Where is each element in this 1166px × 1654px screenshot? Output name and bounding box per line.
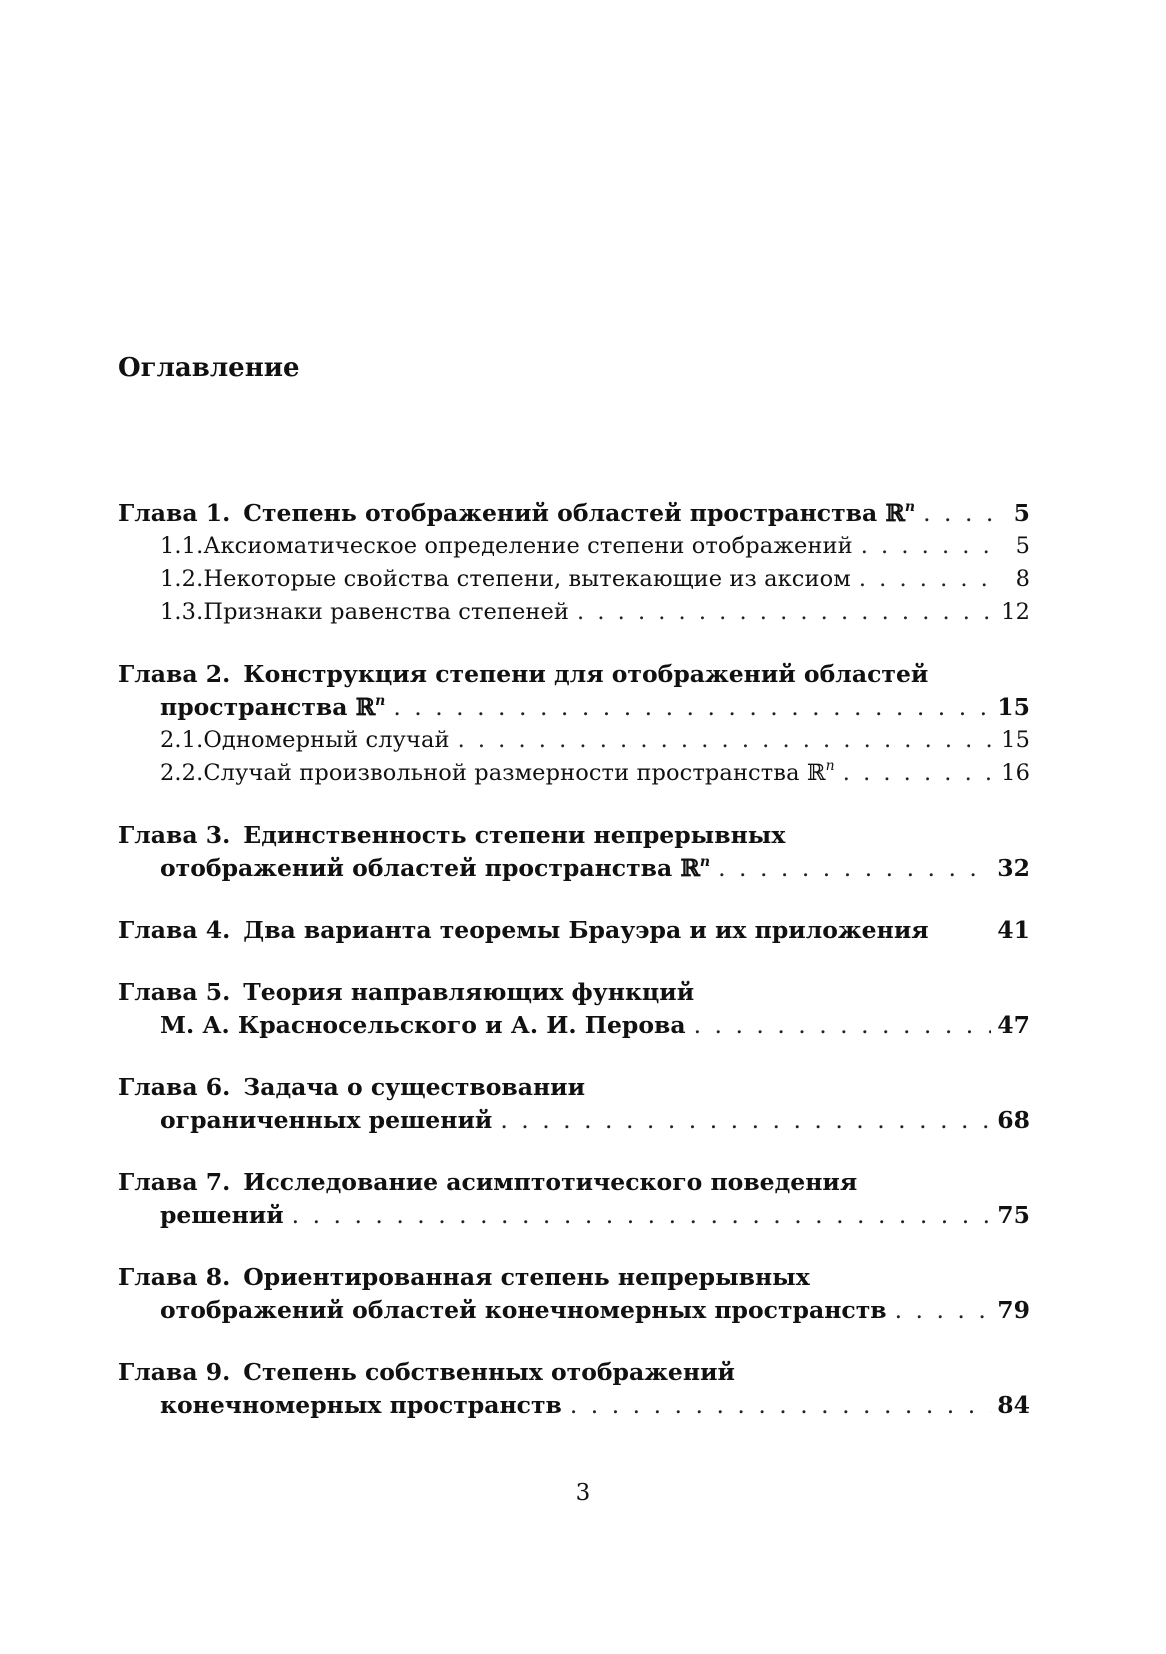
page-number: 84 — [997, 1391, 1030, 1419]
dot-leader — [570, 1389, 991, 1422]
dot-leader — [577, 596, 995, 629]
superscript: n — [904, 499, 916, 515]
chapter-label: Глава 1. — [118, 499, 231, 527]
chapter-title-cont: отображений областей пространства ℝ$^n$ — [160, 854, 711, 882]
toc-section[interactable] — [118, 563, 1030, 596]
chapter-label: Глава 6. — [118, 1073, 231, 1101]
chapter-label: Глава 9. — [118, 1358, 231, 1386]
chapter-title-cont: конечномерных пространств — [160, 1391, 562, 1419]
section-number: 1.3. — [160, 599, 204, 625]
dot-leader — [843, 757, 995, 790]
page-number: 68 — [997, 1106, 1030, 1134]
toc-line[interactable] — [118, 819, 1030, 852]
toc-line[interactable] — [118, 852, 1030, 885]
page-number: 5 — [1015, 533, 1030, 559]
toc-chapter-9 — [118, 1356, 1030, 1422]
page-title: Оглавление — [118, 353, 300, 383]
section-number: 2.2. — [160, 760, 204, 786]
toc-chapter-2 — [118, 658, 1030, 790]
page-number: 15 — [1001, 727, 1030, 753]
chapter-title: Исследование асимптотического поведения — [243, 1168, 858, 1196]
toc-section[interactable] — [118, 757, 1030, 790]
toc-line[interactable] — [118, 691, 1030, 724]
toc-line[interactable] — [118, 1389, 1030, 1422]
chapter-label: Глава 5. — [118, 978, 231, 1006]
toc-section[interactable] — [118, 724, 1030, 757]
section-number: 2.1. — [160, 727, 204, 753]
section-number: 1.1. — [160, 533, 204, 559]
dot-leader — [923, 497, 996, 530]
chapter-label: Глава 3. — [118, 821, 231, 849]
toc-line[interactable] — [118, 1294, 1030, 1327]
toc-chapter-7 — [118, 1166, 1030, 1232]
chapter-title-cont: М. А. Красносельского и А. И. Перова — [160, 1011, 686, 1039]
chapter-title: Единственность степени непрерывных — [243, 821, 786, 849]
chapter-label: Глава 7. — [118, 1168, 231, 1196]
section-title: Одномерный случай — [203, 727, 450, 753]
toc-line[interactable] — [118, 1261, 1030, 1294]
dot-leader — [500, 1104, 991, 1137]
toc-chapter-3 — [118, 819, 1030, 885]
chapter-title: Теория направляющих функций — [243, 978, 695, 1006]
chapter-title: Степень собственных отображений — [243, 1358, 735, 1386]
chapter-title-cont: ограниченных решений — [160, 1106, 493, 1134]
page-number: 8 — [1015, 566, 1030, 592]
chapter-title-cont: пространства ℝ$^n$ — [160, 693, 386, 721]
chapter-title: Степень отображений областей пространства ℝ$^n$ — [243, 499, 916, 527]
chapter-title: Ориентированная степень непрерывных — [243, 1263, 810, 1291]
dot-leader — [292, 1199, 992, 1232]
dot-leader — [393, 691, 991, 724]
page-number: 15 — [997, 693, 1030, 721]
section-number: 1.2. — [160, 566, 204, 592]
toc-chapter-4 — [118, 914, 1030, 947]
section-title: Признаки равенства степеней — [203, 599, 570, 625]
section-title: Некоторые свойства степени, вытекающие из аксиом — [203, 566, 851, 592]
dot-leader — [718, 852, 991, 885]
toc-line[interactable] — [118, 1009, 1030, 1042]
dot-leader — [861, 530, 996, 563]
dot-leader — [895, 1294, 992, 1327]
superscript: n — [699, 854, 711, 870]
toc-line[interactable] — [118, 497, 1030, 530]
toc-chapter-1 — [118, 497, 1030, 629]
toc-chapter-6 — [118, 1071, 1030, 1137]
page-number: 5 — [1013, 499, 1030, 527]
superscript: n — [825, 758, 835, 774]
toc-line[interactable] — [118, 658, 1030, 691]
page-number: 47 — [997, 1011, 1030, 1039]
chapter-title-cont: решений — [160, 1201, 284, 1229]
page-number: 12 — [1001, 599, 1030, 625]
toc-line[interactable] — [118, 1199, 1030, 1232]
page-number: 32 — [997, 854, 1030, 882]
table-of-contents — [118, 497, 1030, 1451]
toc-chapter-8 — [118, 1261, 1030, 1327]
dot-leader — [458, 724, 996, 757]
chapter-title: Конструкция степени для отображений областей — [243, 660, 929, 688]
dot-leader — [859, 563, 996, 596]
toc-section[interactable] — [118, 530, 1030, 563]
page-footer-number: 3 — [575, 1480, 591, 1506]
chapter-title-cont: отображений областей конечномерных пространств — [160, 1296, 887, 1324]
toc-line[interactable] — [118, 976, 1030, 1009]
chapter-title: Задача о существовании — [243, 1073, 586, 1101]
page-number: 79 — [997, 1296, 1030, 1324]
chapter-title: Два варианта теоремы Брауэра и их приложения — [243, 916, 929, 944]
chapter-label: Глава 4. — [118, 916, 231, 944]
page-number: 41 — [997, 916, 1030, 944]
page-number: 75 — [997, 1201, 1030, 1229]
chapter-label: Глава 8. — [118, 1263, 231, 1291]
superscript: n — [375, 693, 386, 709]
toc-line[interactable] — [118, 1104, 1030, 1137]
chapter-label: Глава 2. — [118, 660, 231, 688]
dot-leader — [694, 1009, 992, 1042]
toc-line[interactable] — [118, 1071, 1030, 1104]
section-title: Случай произвольной размерности пространства ℝ$^n$ — [203, 758, 835, 786]
toc-line[interactable] — [118, 1166, 1030, 1199]
page-number: 16 — [1001, 760, 1030, 786]
section-title: Аксиоматическое определение степени отображений — [203, 533, 853, 559]
toc-line[interactable] — [118, 914, 1030, 947]
toc-chapter-5 — [118, 976, 1030, 1042]
toc-section[interactable] — [118, 596, 1030, 629]
toc-line[interactable] — [118, 1356, 1030, 1389]
